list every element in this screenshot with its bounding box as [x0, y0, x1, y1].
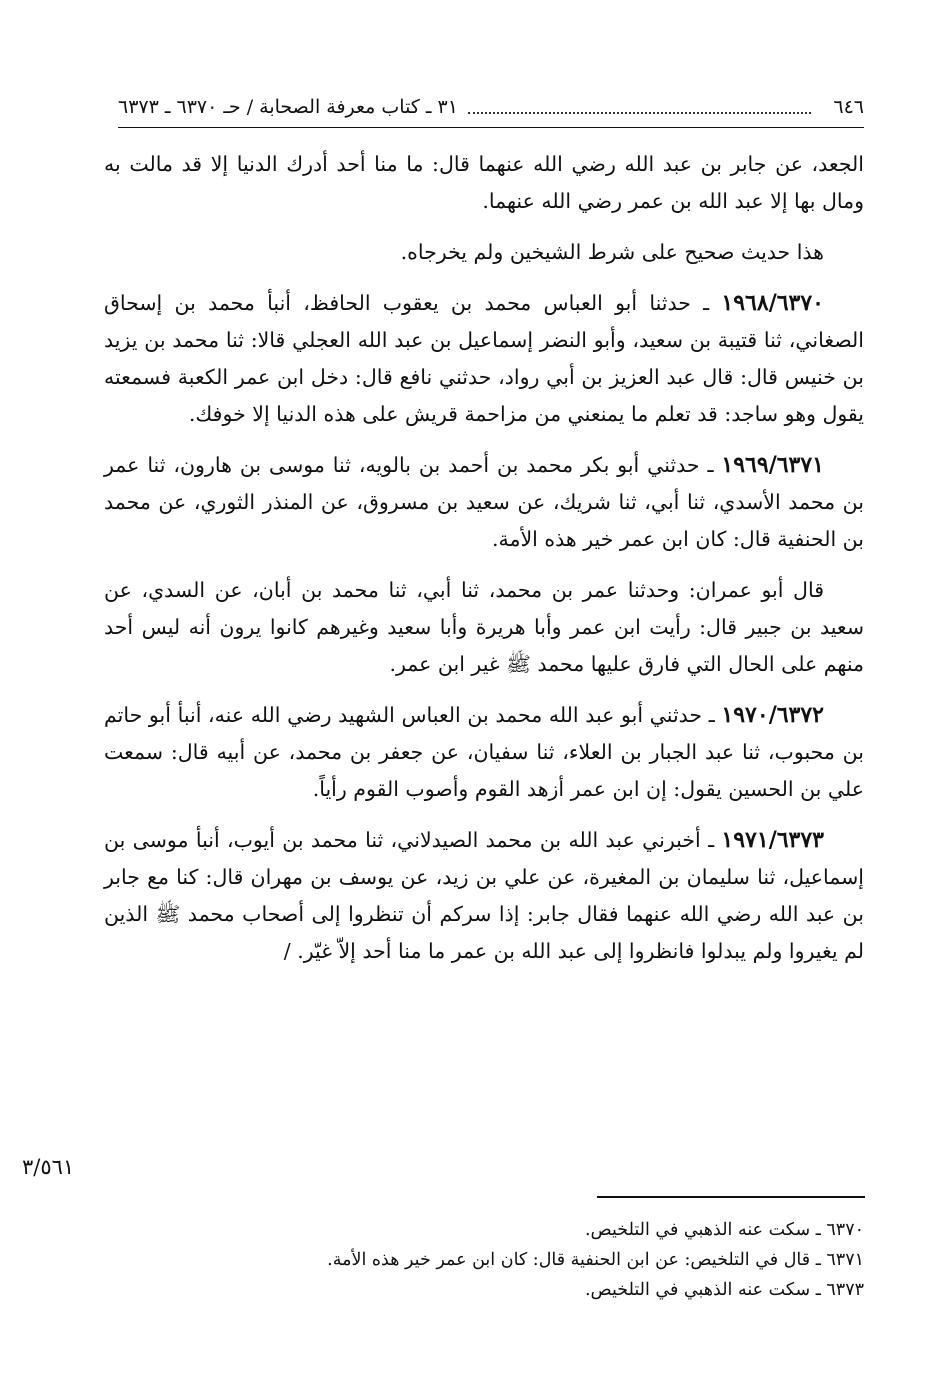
hadith-number: ١٩٦٨/٦٣٧٠: [721, 290, 824, 316]
running-title: ٣١ ـ كتاب معرفة الصحابة / حـ ٦٣٧٠ ـ ٦٣٧٣: [118, 96, 458, 118]
hadith-entry: [104, 822, 864, 970]
hadith-entry: [104, 285, 864, 433]
hadith-entry: [104, 447, 864, 558]
footnote: ٦٣٧٠ ـ سكت عنه الذهبي في التلخيص.: [584, 1220, 864, 1240]
paragraph: [104, 234, 864, 271]
footnote-rule: [597, 1196, 865, 1198]
footnotes: [200, 1215, 864, 1305]
page-number: ٦٤٦: [833, 96, 864, 118]
margin-volume-marker: ٣/٥٦١: [22, 1155, 75, 1179]
hadith-number: ١٩٦٩/٦٣٧١: [721, 452, 824, 478]
paragraph-text: قال أبو عمران: وحدثنا عمر بن محمد، ثنا أبي، ثنا محمد بن أبان، عن السدي، عن سعيد بن جبير قال: رأيت ابن عمر وأبا هريرة وأبا سعيد وغيرهم كانوا يرون أنه ليس أحد منهم على الحال التي فارق عليها محمد ﷺ غير ابن عمر.: [104, 578, 864, 676]
hadith-entry: [104, 697, 864, 808]
paragraph-text: الجعد، عن جابر بن عبد الله رضي الله عنهما قال: ما منا أحد أدرك الدنيا إلا قد مالت به ومال بها إلا عبد الله بن عمر رضي الله عنهما.: [104, 152, 864, 213]
page-header: [118, 92, 864, 122]
header-rule: [118, 127, 864, 128]
footnote: ٦٣٧٣ ـ سكت عنه الذهبي في التلخيص.: [584, 1280, 864, 1300]
paragraph: [104, 146, 864, 220]
main-text: [104, 146, 864, 984]
footnote: ٦٣٧١ ـ قال في التلخيص: عن ابن الحنفية قال: كان ابن عمر خير هذه الأمة.: [327, 1250, 864, 1270]
paragraph: [104, 572, 864, 683]
hadith-text: ـ أخبرني عبد الله بن محمد الصيدلاني، ثنا محمد بن أيوب، أنبأ موسى بن إسماعيل، ثنا سليمان بن المغيرة، عن علي بن زيد، عن يوسف بن مهران قال: كنا مع جابر بن عبد الله رضي الله عنهما فقال جابر: إذا سركم أن تنظروا إلى أصحاب محمد ﷺ الذين لم يغيروا ولم يبدلوا فانظروا إلى عبد الله بن عمر ما منا أحد إلاّ غيّر. /: [104, 828, 864, 963]
hadith-text: ـ حدثني أبو عبد الله محمد بن العباس الشهيد رضي الله عنه، أنبأ أبو حاتم بن محبوب، ثنا عبد الجبار بن العلاء، ثنا سفيان، عن جعفر بن محمد، عن أبيه قال: سمعت علي بن الحسين يقول: إن ابن عمر أزهد القوم وأصوب القوم رأياً.: [104, 703, 864, 801]
paragraph-text: هذا حديث صحيح على شرط الشيخين ولم يخرجاه.: [400, 240, 824, 264]
header-dot-leader: [468, 100, 811, 114]
hadith-text: ـ حدثني أبو بكر محمد بن أحمد بن بالويه، ثنا موسى بن هارون، ثنا عمر بن محمد الأسدي، ثنا أبي، ثنا شريك، عن سعيد بن مسروق، عن المنذر الثوري، عن محمد بن الحنفية قال: كان ابن عمر خير هذه الأمة.: [104, 453, 864, 551]
hadith-number: ١٩٧٠/٦٣٧٢: [721, 702, 824, 728]
hadith-text: ـ حدثنا أبو العباس محمد بن يعقوب الحافظ، أنبأ محمد بن إسحاق الصغاني، ثنا قتيبة بن سعيد، وأبو النضر إسماعيل بن عبد الله العجلي قالا: ثنا محمد بن يزيد بن خنيس قال: قال عبد العزيز بن أبي رواد، حدثني نافع قال: دخل ابن عمر الكعبة فسمعته يقول وهو ساجد: قد تعلم ما يمنعني من مزاحمة قريش على هذه الدنيا إلا خوفك.: [104, 291, 864, 426]
hadith-number: ١٩٧١/٦٣٧٣: [721, 827, 824, 853]
